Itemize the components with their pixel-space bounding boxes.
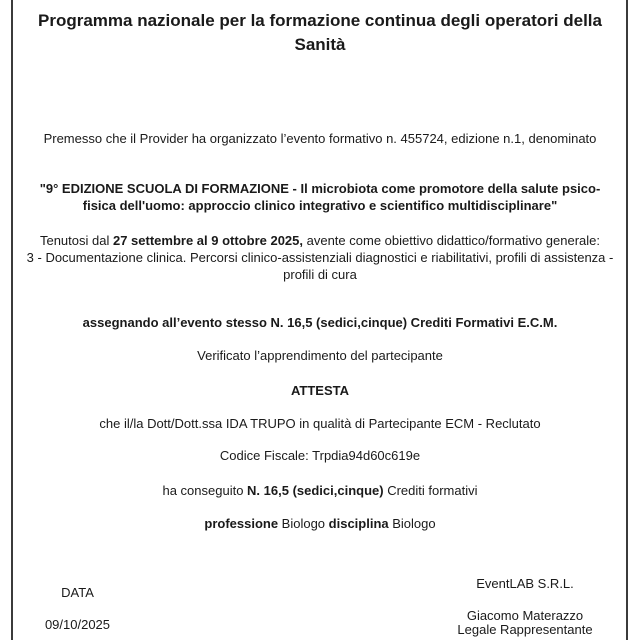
page-left-border [11, 0, 13, 640]
credits-assignment: assegnando all’evento stesso N. 16,5 (sedici,cinque) Crediti Formativi E.C.M. [82, 315, 558, 330]
certificate-title: Programma nazionale per la formazione continua degli operatori della Sanità [38, 11, 602, 54]
profession-label: professione [204, 516, 279, 531]
provider-name: EventLAB S.R.L. [476, 576, 574, 591]
event-dates-line [20, 232, 620, 249]
page-right-border [626, 0, 628, 640]
discipline-value: Biologo [388, 516, 436, 531]
event-details [20, 232, 620, 283]
footer-signature [445, 577, 605, 637]
event-dates: 27 settembre al 9 ottobre 2025, [112, 233, 303, 248]
signer-role: Legale Rappresentante [457, 622, 593, 637]
participant-line: che il/la Dott/Dott.ssa IDA TRUPO in qualità di Partecipante ECM - Reclutato [99, 416, 541, 431]
credits-earned [27, 482, 613, 499]
event-dates-prefix: Tenutosi dal [39, 233, 113, 248]
credits-prefix: ha conseguito [162, 483, 248, 498]
discipline-label: disciplina [328, 516, 389, 531]
credits-suffix: Crediti formativi [383, 483, 478, 498]
event-dates-suffix: avente come obiettivo didattico/formativo generale: [303, 233, 601, 248]
verification-text: Verificato l’apprendimento del partecipante [197, 348, 443, 363]
signer-name: Giacomo Materazzo [466, 608, 584, 623]
profession-value: Biologo [278, 516, 329, 531]
date-label: DATA [61, 585, 94, 600]
credits-amount: N. 16,5 (sedici,cinque) [247, 483, 384, 498]
profession-line [27, 515, 613, 532]
premise-text: Premesso che il Provider ha organizzato l’evento formativo n. 455724, edizione n.1, denominato [43, 131, 597, 146]
event-name: "9° EDIZIONE SCUOLA DI FORMAZIONE - Il microbiota come promotore della salute psico-fisica dell'uomo: approccio clinico integrativo e scientifico multidisciplinare" [39, 181, 601, 213]
attesta-heading: ATTESTA [290, 383, 349, 398]
signer-block [445, 609, 605, 637]
date-value: 09/10/2025 [44, 617, 111, 632]
footer-date [30, 585, 125, 632]
objective-text: 3 - Documentazione clinica. Percorsi clinico-assistenziali diagnostici e riabilitativi, profili di assistenza - profili di cura [26, 250, 614, 282]
fiscal-code: Codice Fiscale: Trpdia94d60c619e [219, 448, 421, 463]
